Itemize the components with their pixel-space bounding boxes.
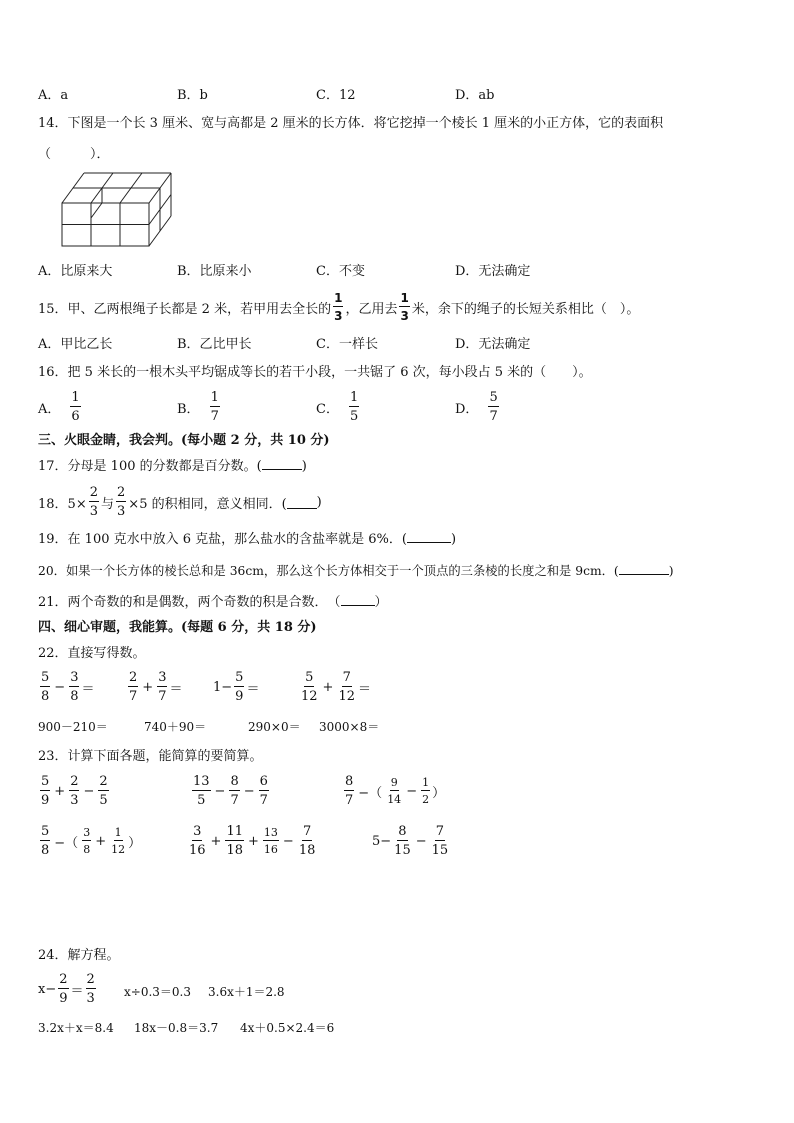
q24-eq-3: 3.6x＋1＝2.8 [208,985,285,999]
q23-expr-e: $\frac{3}{16}$ + $\frac{11}{18}$ + $\frac{13}{16}$ − $\frac{7}{18}$ [189,824,316,858]
q15-stem [38,292,639,322]
q21: 21．两个奇数的和是偶数，两个奇数的积是合数． （ ） [38,595,388,610]
q18: 18．5× $\frac{2}{3}$ 与 $\frac{2}{3}$ ×5 的积相同，意义相同．( ) [38,485,322,519]
q13-option-b: B．b [177,88,208,103]
q23-title: 23．计算下面各题，能简算的要简算。 [38,749,263,764]
q23-expr-f: 5− $\frac{8}{15}$ − $\frac{7}{15}$ [372,824,449,858]
q19-answer-blank[interactable] [407,530,451,543]
q13-option-a: A．a [38,88,69,103]
q23-expr-d: $\frac{5}{8}$ −（ $\frac{3}{8}$ + $\frac{1}{12}$ ） [41,824,142,858]
q16-option-a: A． $\frac{1}{6}$ [38,390,80,424]
q24-eq-6: 4x＋0.5×2.4＝6 [240,1021,335,1035]
q21-answer-blank[interactable] [341,593,375,606]
q15-text-3: 米，余下的绳子的长短关系相比（ ）。 [411,301,640,317]
q16-stem: 16．把 5 米长的一根木头平均锯成等长的若干小段，一共锯了 6 次，每小段占 5 米的（ ）。 [38,365,592,380]
q22-expr-8: 3000×8＝ [319,720,380,734]
q14-option-d: D．无法确定 [455,264,531,279]
q20: 20．如果一个长方体的棱长总和是 36cm，那么这个长方体相交于一个顶点的三条棱的长度之和是 9cm．( ) [38,564,674,578]
q22-expr-1: $\frac{5}{8}$ − $\frac{3}{8}$ ＝ [41,670,95,704]
q22-expr-6: 740＋90＝ [144,720,207,734]
q19: 19．在 100 克水中放入 6 克盐，那么盐水的含盐率就是 6%．( ) [38,532,457,547]
q22-expr-2: $\frac{2}{7}$ + $\frac{3}{7}$ ＝ [129,670,183,704]
section-3-heading: 三、火眼金睛，我会判。(每小题 2 分，共 10 分) [38,433,330,448]
q15-option-a: A．甲比乙长 [38,337,113,352]
q17-answer-blank[interactable] [262,457,302,470]
q13-option-c: C．12 [316,88,356,103]
q15-fraction-1: $\frac{1}{3}$ [334,291,343,323]
q15-text-2: ，乙用去 [345,301,398,317]
q20-answer-blank[interactable] [619,562,669,575]
q16-option-c: C． $\frac{1}{5}$ [316,390,359,424]
q24-eq-4: 3.2x＋x＝8.4 [38,1021,114,1035]
q23-expr-b: $\frac{13}{5}$ − $\frac{8}{7}$ − $\frac{6}{7}$ [193,774,268,808]
q16-option-d: D． $\frac{5}{7}$ [455,390,498,424]
q14-answer-paren: （ ）． [38,147,110,162]
q24-eq-5: 18x－0.8＝3.7 [134,1021,219,1035]
cuboid-figure [60,170,176,250]
q14-option-c: C．不变 [316,264,365,279]
q16-option-b: B． $\frac{1}{7}$ [177,390,219,424]
q22-expr-5: 900－210＝ [38,720,108,734]
q22-expr-7: 290×0＝ [248,720,301,734]
q14-option-a: A．比原来大 [38,264,113,279]
q17: 17．分母是 100 的分数都是百分数。( ) [38,459,307,474]
q24-eq-1: x− $\frac{2}{9}$ ＝ $\frac{2}{3}$ [38,972,95,1006]
q15-text-1: 15．甲、乙两根绳子长都是 2 米，若甲用去全长的 [38,301,332,317]
q24-title: 24．解方程。 [38,948,120,963]
q15-option-b: B．乙比甲长 [177,337,252,352]
q15-fraction-2: $\frac{1}{3}$ [400,291,409,323]
q15-option-d: D．无法确定 [455,337,531,352]
q23-expr-c: $\frac{8}{7}$ −（ $\frac{9}{14}$ − $\frac{1}{2}$ ） [345,774,446,808]
q14-option-b: B．比原来小 [177,264,252,279]
section-4-heading: 四、细心审题，我能算。(每题 6 分，共 18 分) [38,620,317,635]
q15-option-c: C．一样长 [316,337,378,352]
q18-answer-blank[interactable] [287,496,317,509]
q22-expr-3: 1− $\frac{5}{9}$ ＝ [213,670,260,704]
q24-eq-2: x÷0.3＝0.3 [124,985,191,999]
q22-title: 22．直接写得数。 [38,646,146,661]
q22-expr-4: $\frac{5}{12}$ + $\frac{7}{12}$ ＝ [301,670,372,704]
q13-option-d: D．ab [455,88,495,103]
q14-stem: 14．下图是一个长 3 厘米、宽与高都是 2 厘米的长方体．将它挖掉一个棱长 1 厘米的小正方体，它的表面积 [38,116,664,131]
q23-expr-a: $\frac{5}{9}$ + $\frac{2}{3}$ − $\frac{2}{5}$ [41,774,108,808]
